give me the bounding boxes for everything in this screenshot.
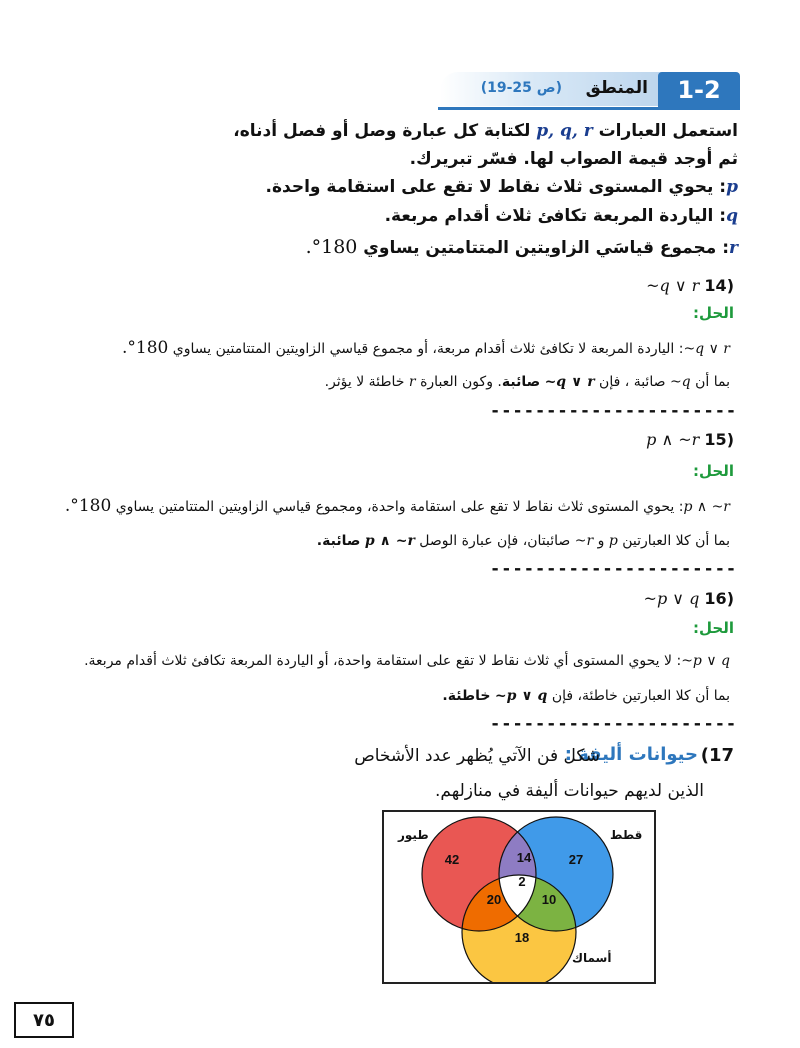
- fish-label: أسماك: [572, 951, 612, 965]
- birds-cats-count: 14: [516, 850, 532, 865]
- divider-2: ----------------------: [490, 559, 738, 579]
- statement-p: p: يحوي المستوى ثلاث نقاط لا تقع على استقامة واحدة.: [265, 177, 738, 197]
- q15-solution-label: الحل:: [693, 462, 734, 480]
- q16-solution-line-1: ~p ∨ q: لا يحوي المستوى أي ثلاث نقاط لا تقع على استقامة واحدة، أو الياردة المربعة تكافئ ثلاث أقدام مربعة.: [84, 653, 730, 669]
- lesson-pages: (ص 25-19): [480, 80, 562, 96]
- q17-number: (17: [700, 745, 734, 766]
- birds-fish-count: 20: [486, 892, 502, 907]
- birds-label: طيور: [398, 828, 429, 842]
- q17-line-2: الذين لديهم حيوانات أليفة في منازلهم.: [435, 781, 704, 801]
- birds-only-count: 42: [444, 852, 460, 867]
- cats-fish-count: 10: [541, 892, 557, 907]
- intro-vars: p, q, r: [536, 121, 593, 141]
- page-number: ٧٥: [14, 1002, 74, 1038]
- q16-solution-line-2: بما أن كلا العبارتين خاطئة، فإن ~p ∨ q خاطئة.: [442, 688, 730, 704]
- fish-only-count: 18: [514, 930, 530, 945]
- q14-solution-label: الحل:: [693, 304, 734, 322]
- q15-solution-line-1: p ∧ ~r: يحوي المستوى ثلاث نقاط لا تقع على استقامة واحدة، ومجموع قياسي الزاويتين المتتامتين يساوي 180°.: [64, 496, 730, 516]
- q17-topic: حيوانات أليفة :: [564, 744, 698, 765]
- lesson-number: 1-2: [658, 72, 740, 108]
- statement-r: r: مجموع قياسَي الزاويتين المتتامتين يساوي 180°.: [305, 236, 738, 258]
- q14-heading: (14 ~q ∨ r: [646, 276, 734, 295]
- venn-diagram: [382, 810, 656, 984]
- q15-heading: (15 p ∧ ~r: [646, 430, 734, 449]
- divider-3: ----------------------: [490, 714, 738, 734]
- q16-heading: (16 ~p ∨ q: [643, 589, 734, 608]
- cats-label: قطط: [610, 828, 643, 842]
- all-three-count: 2: [518, 874, 526, 889]
- cats-only-count: 27: [568, 852, 584, 867]
- banner-underline: [438, 107, 740, 110]
- statement-q: q: الياردة المربعة تكافئ ثلاث أقدام مربعة.: [384, 206, 738, 226]
- q15-solution-line-2: بما أن كلا العبارتين p و ~r صائبتان، فإن عبارة الوصل p ∧ ~r صائبة.: [316, 533, 730, 549]
- intro-line-2: ثم أوجد قيمة الصواب لها. فسّر تبريرك.: [409, 149, 738, 169]
- q14-solution-line-1: ~q ∨ r: الياردة المربعة لا تكافئ ثلاث أقدام مربعة، أو مجموع قياسي الزاويتين المتتامتين يساوي 180°.: [121, 338, 730, 358]
- lesson-title: المنطق: [585, 78, 648, 98]
- lesson-header: [438, 72, 740, 110]
- venn-svg: [384, 812, 654, 982]
- q14-solution-line-2: بما أن ~q صائبة ، فإن ~q ∨ r صائبة. وكون العبارة r خاطئة لا يؤثر.: [324, 374, 730, 390]
- q16-solution-label: الحل:: [693, 619, 734, 637]
- intro-line-1: استعمل العبارات p, q, r لكتابة كل عبارة وصل أو فصل أدناه،: [233, 121, 738, 141]
- divider-1: ----------------------: [490, 401, 738, 421]
- q17-line-1: شكل فن الآتي يُظهر عدد الأشخاص: [354, 746, 600, 766]
